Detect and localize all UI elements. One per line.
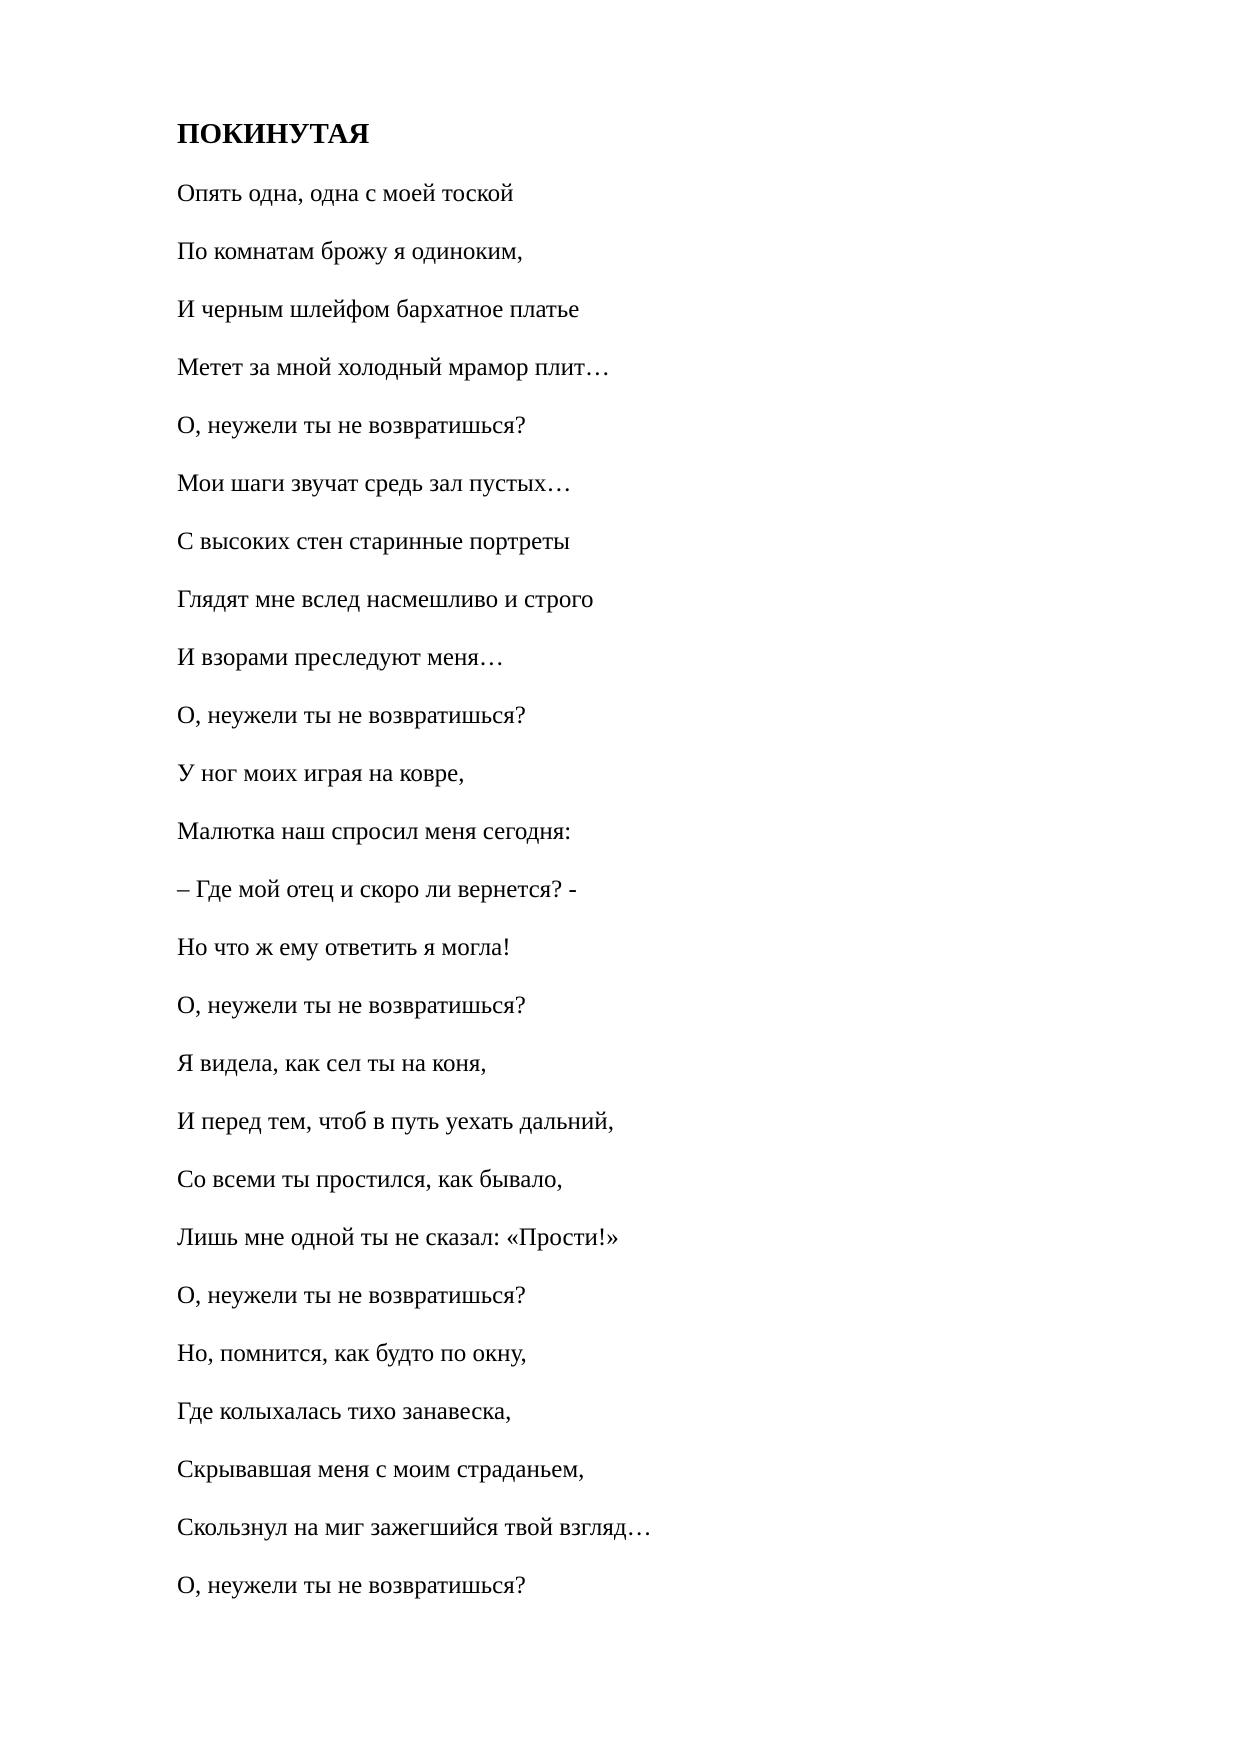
poem-line: Где колыхалась тихо занавеска, [177, 1398, 512, 1425]
poem-line: И черным шлейфом бархатное платье [177, 296, 580, 323]
poem-refrain: О, неужели ты не возвратишься? [177, 1572, 526, 1599]
poem-line: Скользнул на миг зажегшийся твой взгляд… [177, 1514, 652, 1541]
poem-line: – Где мой отец и скоро ли вернется? - [177, 876, 577, 903]
poem-refrain: О, неужели ты не возвратишься? [177, 1282, 526, 1309]
poem-body [177, 176, 652, 1626]
poem-line: Но, помнится, как будто по окну, [177, 1340, 527, 1367]
poem-line: Со всеми ты простился, как бывало, [177, 1166, 563, 1193]
poem-line: По комнатам брожу я одиноким, [177, 238, 523, 265]
poem-line: Скрывавшая меня с моим страданьем, [177, 1456, 585, 1483]
poem-line: Глядят мне вслед насмешливо и строго [177, 586, 594, 613]
poem-line: И перед тем, чтоб в путь уехать дальний, [177, 1108, 614, 1135]
poem-refrain: О, неужели ты не возвратишься? [177, 412, 526, 439]
poem-line: Малютка наш спросил меня сегодня: [177, 818, 572, 845]
poem-line: Но что ж ему ответить я могла! [177, 934, 511, 961]
poem-line: Опять одна, одна с моей тоской [177, 180, 514, 207]
poem-line: Метет за мной холодный мрамор плит… [177, 354, 610, 381]
poem-line: И взорами преследуют меня… [177, 644, 504, 671]
poem-line: Я видела, как сел ты на коня, [177, 1050, 487, 1077]
poem-title: ПОКИНУТАЯ [177, 118, 370, 150]
poem-line: Мои шаги звучат средь зал пустых… [177, 470, 572, 497]
poem-line: Лишь мне одной ты не сказал: «Прости!» [177, 1224, 619, 1251]
poem-line: С высоких стен старинные портреты [177, 528, 570, 555]
poem-refrain: О, неужели ты не возвратишься? [177, 702, 526, 729]
poem-line: У ног моих играя на ковре, [177, 760, 465, 787]
poem-refrain: О, неужели ты не возвратишься? [177, 992, 526, 1019]
